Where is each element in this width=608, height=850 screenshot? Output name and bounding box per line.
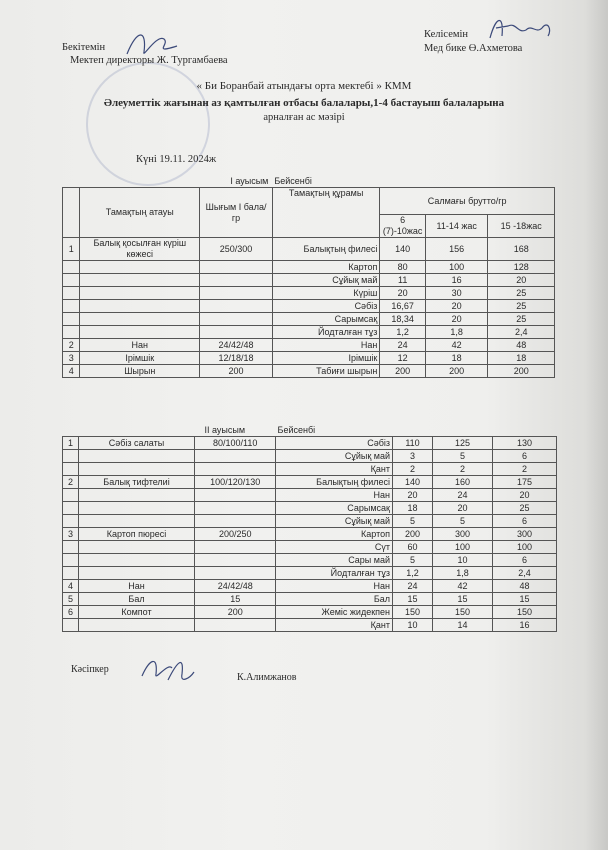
ingredient: Йодталған тұз	[276, 567, 393, 580]
ingredient: Жеміс жидекпен	[276, 606, 393, 619]
dish-name	[79, 502, 195, 515]
ingredient: Бал	[276, 593, 393, 606]
table-body-shift2	[63, 437, 557, 632]
dish-name	[80, 326, 200, 339]
shift-label: I ауысым	[230, 175, 269, 186]
weight-11-14: 10	[433, 554, 493, 567]
dish-output: 200	[200, 365, 273, 378]
row-number	[63, 274, 80, 287]
row-number	[63, 502, 79, 515]
row-number: 6	[63, 606, 79, 619]
weight-15-18: 2,4	[488, 326, 555, 339]
menu-date	[136, 154, 216, 165]
weight-11-14: 30	[425, 287, 487, 300]
row-number: 3	[63, 352, 80, 365]
shift-2-label: II ауысым	[204, 424, 246, 435]
menu-subtitle: арналған ас мәзірі	[263, 112, 345, 123]
dish-name	[79, 541, 195, 554]
weight-6-10: 200	[393, 528, 433, 541]
table-row	[63, 313, 555, 326]
weight-15-18: 128	[488, 261, 555, 274]
school-name: « Би Боранбай атындағы орта мектебі » КММ	[196, 80, 412, 92]
weight-11-14: 5	[433, 515, 493, 528]
row-number	[63, 515, 79, 528]
row-number	[63, 313, 80, 326]
row-number	[63, 554, 79, 567]
age-11-14: 11-14 жас	[425, 215, 487, 238]
dish-name: Сәбіз салаты	[79, 437, 195, 450]
row-number	[63, 567, 79, 580]
row-number: 4	[63, 365, 80, 378]
row-number	[63, 287, 80, 300]
weight-15-18: 20	[488, 274, 555, 287]
weight-11-14: 160	[433, 476, 493, 489]
table-row	[63, 424, 557, 437]
table-row	[63, 489, 557, 502]
table-row	[63, 274, 555, 287]
row-number: 2	[63, 476, 79, 489]
weight-11-14: 42	[433, 580, 493, 593]
dish-name	[79, 463, 195, 476]
dish-output	[195, 450, 276, 463]
ingredient: Сәбіз	[272, 300, 380, 313]
agree-title: Келісемін	[424, 29, 469, 40]
dish-output: 24/42/48	[195, 580, 276, 593]
weight-6-10: 80	[380, 261, 426, 274]
weight-15-18: 6	[493, 515, 557, 528]
row-number: 5	[63, 593, 79, 606]
table-row	[63, 287, 555, 300]
table-row	[63, 502, 557, 515]
dish-name	[79, 515, 195, 528]
weight-6-10: 20	[393, 489, 433, 502]
entrepreneur-name: К.Алимжанов	[237, 672, 297, 683]
table-row	[63, 567, 557, 580]
weight-15-18: 2	[493, 463, 557, 476]
ingredient: Сұйық май	[276, 515, 393, 528]
weight-11-14: 2	[433, 463, 493, 476]
weight-6-10: 140	[380, 238, 426, 261]
menu-table-shift2	[62, 424, 557, 632]
dish-output	[200, 274, 273, 287]
weight-15-18: 25	[488, 300, 555, 313]
weight-15-18: 6	[493, 554, 557, 567]
dish-output	[195, 567, 276, 580]
weight-11-14: 100	[433, 541, 493, 554]
col-dish-name: Тамақтың атауы	[80, 188, 200, 238]
weight-6-10: 60	[393, 541, 433, 554]
table-row	[63, 554, 557, 567]
table-row	[63, 326, 555, 339]
ingredient: Балықтың филесі	[276, 476, 393, 489]
weight-11-14: 125	[433, 437, 493, 450]
dish-output	[195, 489, 276, 502]
weight-11-14: 156	[425, 238, 487, 261]
weight-11-14: 42	[425, 339, 487, 352]
ingredient: Сарымсақ	[276, 502, 393, 515]
date-label: Күні	[136, 154, 157, 165]
ingredient: Нан	[276, 489, 393, 502]
dish-name	[80, 261, 200, 274]
weight-15-18: 175	[493, 476, 557, 489]
table-row	[63, 188, 555, 215]
dish-output: 24/42/48	[200, 339, 273, 352]
ingredient: Картоп	[272, 261, 380, 274]
dish-name	[79, 554, 195, 567]
dish-output: 80/100/110	[195, 437, 276, 450]
dish-name: Компот	[79, 606, 195, 619]
dish-name: Балық қосылған күріш көжесі	[80, 238, 200, 261]
weight-15-18: 150	[493, 606, 557, 619]
row-number	[63, 619, 79, 632]
table-row	[63, 238, 555, 261]
weight-15-18: 48	[488, 339, 555, 352]
weight-6-10: 11	[380, 274, 426, 287]
weight-15-18: 18	[488, 352, 555, 365]
ingredient: Ірімшік	[272, 352, 380, 365]
weight-6-10: 150	[393, 606, 433, 619]
weight-15-18: 100	[493, 541, 557, 554]
row-number	[63, 450, 79, 463]
table-row	[63, 450, 557, 463]
weight-11-14: 300	[433, 528, 493, 541]
weight-11-14: 1,8	[425, 326, 487, 339]
dish-output	[195, 554, 276, 567]
entrepreneur-signature	[138, 650, 198, 686]
entrepreneur-label: Кәсіпкер	[71, 664, 109, 675]
ingredient: Нан	[276, 580, 393, 593]
table-row	[63, 541, 557, 554]
weight-6-10: 20	[380, 287, 426, 300]
dish-output	[195, 515, 276, 528]
weight-11-14: 20	[425, 300, 487, 313]
dish-output	[200, 261, 273, 274]
row-number	[63, 463, 79, 476]
menu-table-shift1	[62, 175, 555, 378]
ingredient: Сұйық май	[276, 450, 393, 463]
weight-11-14: 20	[425, 313, 487, 326]
row-number	[63, 489, 79, 502]
dish-output	[200, 313, 273, 326]
weight-15-18: 130	[493, 437, 557, 450]
weight-6-10: 3	[393, 450, 433, 463]
row-number: 1	[63, 437, 79, 450]
row-number	[63, 541, 79, 554]
dish-name: Картоп пюресі	[79, 528, 195, 541]
table-row	[63, 339, 555, 352]
weight-15-18: 25	[493, 502, 557, 515]
table-row	[63, 593, 557, 606]
dish-name	[80, 313, 200, 326]
weight-6-10: 200	[380, 365, 426, 378]
dish-name: Балық тифтелиі	[79, 476, 195, 489]
weight-11-14: 100	[425, 261, 487, 274]
weight-6-10: 1,2	[393, 567, 433, 580]
dish-name	[79, 450, 195, 463]
table-row	[63, 261, 555, 274]
table-row	[63, 365, 555, 378]
dish-output: 12/18/18	[200, 352, 273, 365]
weight-6-10: 18,34	[380, 313, 426, 326]
ingredient: Табиғи шырын	[272, 365, 380, 378]
weight-11-14: 14	[433, 619, 493, 632]
day-label: Бейсенбі	[277, 424, 316, 435]
dish-output	[200, 287, 273, 300]
approve-director: Мектеп директоры Ж. Тургамбаева	[70, 55, 228, 66]
dish-output	[195, 463, 276, 476]
row-number: 2	[63, 339, 80, 352]
weight-6-10: 5	[393, 554, 433, 567]
col-output: Шығым I бала/гр	[200, 188, 273, 238]
dish-name	[79, 489, 195, 502]
table-row	[63, 437, 557, 450]
dish-name	[79, 619, 195, 632]
dish-output: 200	[195, 606, 276, 619]
weight-15-18: 16	[493, 619, 557, 632]
weight-11-14: 1,8	[433, 567, 493, 580]
approve-title: Бекітемін	[62, 42, 106, 53]
dish-name: Ірімшік	[80, 352, 200, 365]
weight-15-18: 200	[488, 365, 555, 378]
weight-6-10: 12	[380, 352, 426, 365]
dish-name: Нан	[79, 580, 195, 593]
day-label: Бейсенбі	[274, 175, 312, 186]
ingredient: Нан	[272, 339, 380, 352]
ingredient: Сарымсақ	[272, 313, 380, 326]
weight-6-10: 2	[393, 463, 433, 476]
ingredient: Балықтың филесі	[272, 238, 380, 261]
weight-15-18: 300	[493, 528, 557, 541]
menu-title: Әлеуметтік жағынан аз қамтылған отбасы балалары,1-4 бастауыш балаларына	[103, 97, 505, 109]
weight-11-14: 20	[433, 502, 493, 515]
shift-label	[195, 424, 393, 437]
weight-6-10: 5	[393, 515, 433, 528]
ingredient: Қант	[276, 619, 393, 632]
table-row	[63, 528, 557, 541]
row-number: 3	[63, 528, 79, 541]
table-row	[63, 352, 555, 365]
table-row	[63, 476, 557, 489]
row-number: 4	[63, 580, 79, 593]
weight-11-14: 24	[433, 489, 493, 502]
dish-output: 15	[195, 593, 276, 606]
agree-nurse: Мед бике Ө.Ахметова	[424, 43, 523, 54]
table-row	[63, 515, 557, 528]
row-number	[63, 300, 80, 313]
ingredient: Күріш	[272, 287, 380, 300]
dish-output	[195, 541, 276, 554]
weight-15-18: 25	[488, 313, 555, 326]
dish-name: Шырын	[80, 365, 200, 378]
dish-name	[80, 287, 200, 300]
date-value: 19.11. 2024ж	[159, 154, 217, 165]
weight-15-18: 168	[488, 238, 555, 261]
weight-11-14: 150	[433, 606, 493, 619]
weight-11-14: 5	[433, 450, 493, 463]
dish-output	[200, 326, 273, 339]
nurse-signature	[486, 10, 556, 46]
weight-15-18: 2,4	[493, 567, 557, 580]
dish-name	[80, 274, 200, 287]
weight-11-14: 18	[425, 352, 487, 365]
row-number: 1	[63, 238, 80, 261]
director-signature	[122, 24, 182, 64]
col-weight: Салмағы брутто/гр	[380, 188, 555, 215]
weight-6-10: 18	[393, 502, 433, 515]
dish-name	[80, 300, 200, 313]
dish-output	[195, 502, 276, 515]
dish-output: 200/250	[195, 528, 276, 541]
ingredient: Сұйық май	[272, 274, 380, 287]
ingredient: Сары май	[276, 554, 393, 567]
table-row	[63, 175, 555, 188]
table-row	[63, 580, 557, 593]
dish-name: Нан	[80, 339, 200, 352]
weight-6-10: 140	[393, 476, 433, 489]
table-row	[63, 300, 555, 313]
ingredient: Қант	[276, 463, 393, 476]
age-15-18: 15 -18жас	[488, 215, 555, 238]
dish-output	[200, 300, 273, 313]
weight-11-14: 16	[425, 274, 487, 287]
weight-6-10: 16,67	[380, 300, 426, 313]
weight-6-10: 10	[393, 619, 433, 632]
weight-15-18: 25	[488, 287, 555, 300]
table-row	[63, 619, 557, 632]
ingredient: Сәбіз	[276, 437, 393, 450]
table-row	[63, 463, 557, 476]
dish-output	[195, 619, 276, 632]
dish-name	[79, 567, 195, 580]
ingredient: Сүт	[276, 541, 393, 554]
dish-output: 250/300	[200, 238, 273, 261]
weight-6-10: 24	[393, 580, 433, 593]
weight-11-14: 200	[425, 365, 487, 378]
weight-15-18: 20	[493, 489, 557, 502]
ingredient: Картоп	[276, 528, 393, 541]
dish-name: Бал	[79, 593, 195, 606]
weight-15-18: 15	[493, 593, 557, 606]
row-number	[63, 261, 80, 274]
weight-15-18: 6	[493, 450, 557, 463]
weight-6-10: 110	[393, 437, 433, 450]
paper-edge-shadow	[585, 0, 608, 850]
row-number	[63, 326, 80, 339]
ingredient: Йодталған тұз	[272, 326, 380, 339]
weight-6-10: 24	[380, 339, 426, 352]
table-row	[63, 606, 557, 619]
col-composition: Тамақтың құрамы	[272, 188, 380, 238]
weight-6-10: 15	[393, 593, 433, 606]
table-body-shift1	[63, 238, 555, 378]
dish-output: 100/120/130	[195, 476, 276, 489]
weight-6-10: 1,2	[380, 326, 426, 339]
weight-11-14: 15	[433, 593, 493, 606]
age-6-10: 6 (7)-10жас	[380, 215, 426, 238]
weight-15-18: 48	[493, 580, 557, 593]
